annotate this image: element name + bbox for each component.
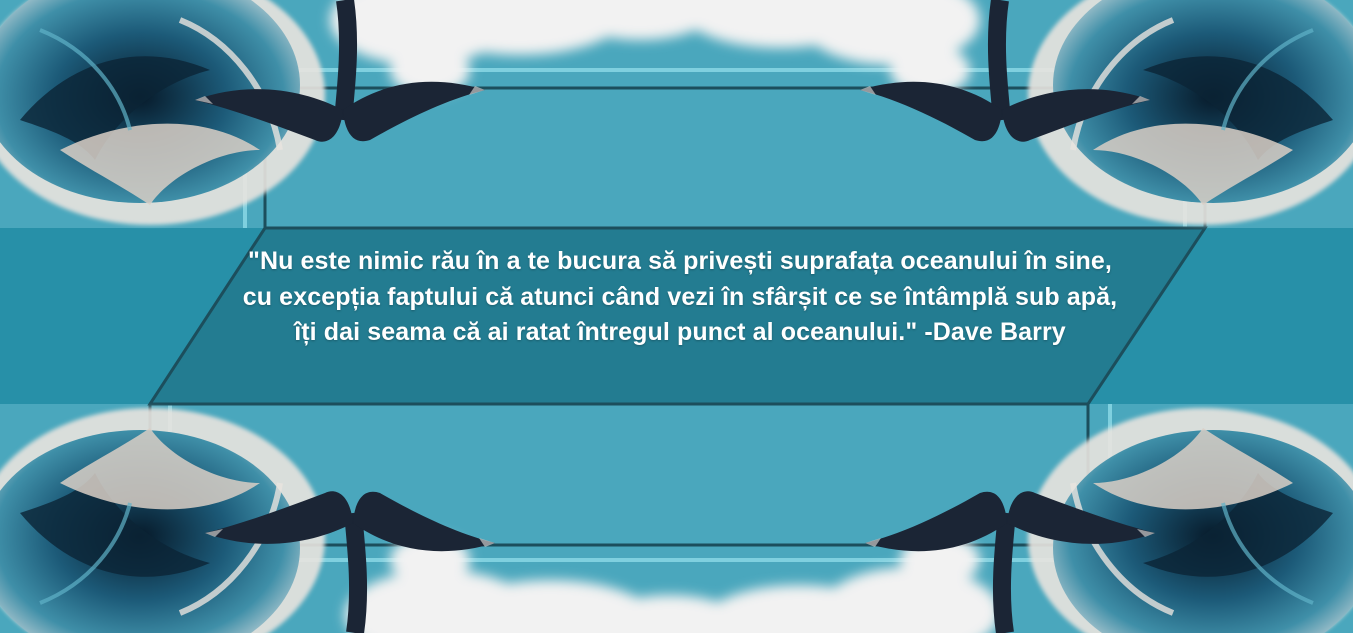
quote-text: "Nu este nimic rău în a te bucura să privești suprafața oceanului în sine, cu excepția faptului că atunci când vezi în sfârșit ce se întâmplă sub apă, îți dai seama că ai ratat întregul punct al oceanului." -Dave Barry — [242, 247, 1118, 346]
